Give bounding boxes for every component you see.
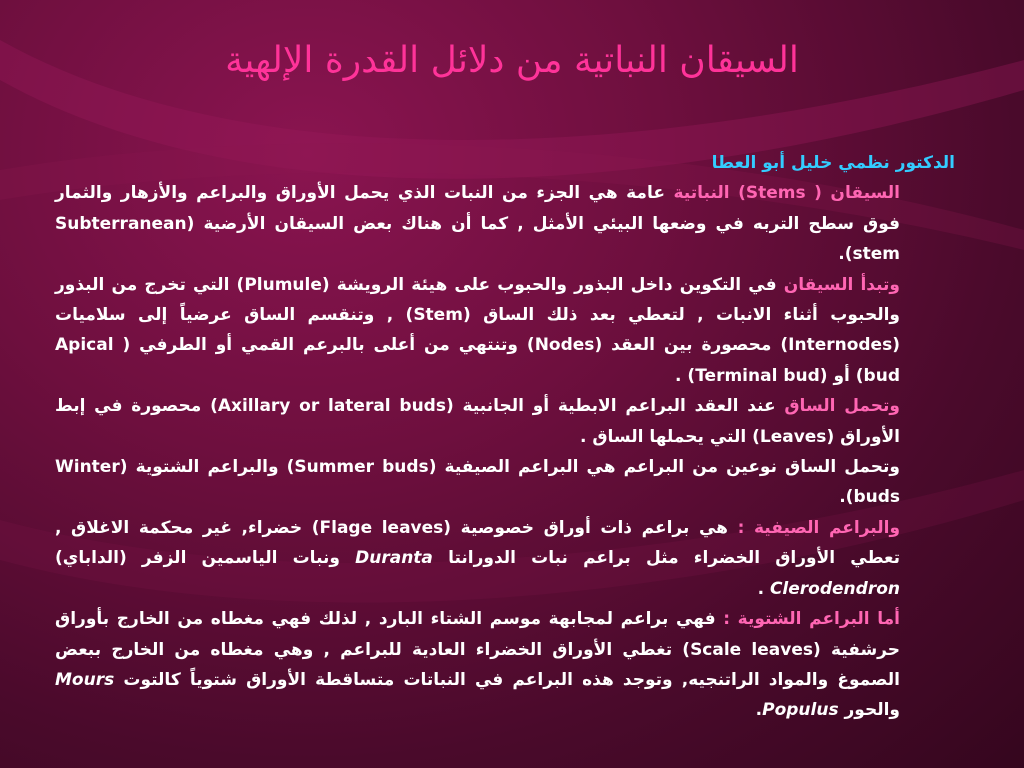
author-line xyxy=(55,148,955,178)
highlight-summer-buds: والبراعم الصيفية : xyxy=(737,517,901,538)
paragraph-winter-buds xyxy=(55,604,955,726)
highlight-winter-buds: أما البراعم الشتوية : xyxy=(723,609,900,630)
latin-populus: Populus xyxy=(762,700,839,721)
highlight-stems: السيقان ( Stems) النباتية xyxy=(673,183,901,204)
latin-mours: Mours xyxy=(55,669,115,690)
article-body xyxy=(55,148,955,726)
latin-clerodendron: Clerodendron xyxy=(769,578,900,599)
paragraph-summer-text-c: . xyxy=(757,578,770,599)
paragraph-stems-text: عامة هي الجزء من النبات الذي يحمل الأوراق والبراعم والأزهار والثمار فوق سطح التربه في وضعها البيئي الأمثل , كما أن هناك بعض السيقان الأرضية (Subterranean stem). xyxy=(55,183,900,265)
page-title: السيقان النباتية من دلائل القدرة الإلهية xyxy=(225,40,799,81)
paragraph-winter-text-a: فهي براعم لمجابهة موسم الشتاء البارد , لذلك فهي مغطاه من الخارج بأوراق حرشفية (Scale leaves) تغطي الأوراق الخضراء العادية للبراعم , وهي مغطاه من الخارج ببعض الصموغ والمواد الراتنجيه, وتوجد هذه البراعم في النباتات متساقطة الأوراق شتوياً كالتوت xyxy=(55,609,900,690)
paragraph-stems xyxy=(55,178,955,269)
paragraph-axillary xyxy=(55,391,955,452)
paragraph-plumule xyxy=(55,270,955,392)
latin-duranta: Duranta xyxy=(355,548,433,569)
highlight-stem-carries: وتحمل الساق xyxy=(784,396,900,417)
paragraph-plumule-text: في التكوين داخل البذور والحبوب على هيئة الرويشة (Plumule) التي تخرج من البذور والحبوب أثناء الانبات , لتعطي بعد ذلك الساق (Stem) , وتنقسم الساق عرضياً إلى سلاميات (Internodes) محصورة بين العقد (Nodes) وتنتهي من أعلى بالبرعم القمي أو الطرفي ( Apical bud) أو (Terminal bud) . xyxy=(55,274,900,386)
paragraph-winter-text-c: . xyxy=(755,700,763,721)
paragraph-bud-types-text: وتحمل الساق نوعين من البراعم هي البراعم الصيفية (Summer buds) والبراعم الشتوية (Winter buds). xyxy=(55,457,900,508)
paragraph-summer-text-a: هي براعم ذات أوراق خصوصية (Flage leaves) خضراء, غير محكمة الاغلاق , تعطي الأوراق الخضراء مثل براعم نبات الدورانتا xyxy=(55,517,901,569)
paragraph-winter-text-b: والحور xyxy=(838,700,900,721)
highlight-stems-begin: وتبدأ السيقان xyxy=(783,274,900,295)
paragraph-summer-text-b: ونبات الياسمين الزفر (الداباي) xyxy=(55,548,356,569)
paragraph-bud-types xyxy=(55,452,955,513)
author-name: الدكتور نظمي خليل أبو العطا xyxy=(711,153,955,173)
paragraph-axillary-text: عند العقد البراعم الابطية أو الجانبية (Axillary or lateral buds) محصورة في إبط الأوراق (Leaves) التي يحملها الساق . xyxy=(55,396,900,447)
paragraph-summer-buds xyxy=(55,513,955,604)
